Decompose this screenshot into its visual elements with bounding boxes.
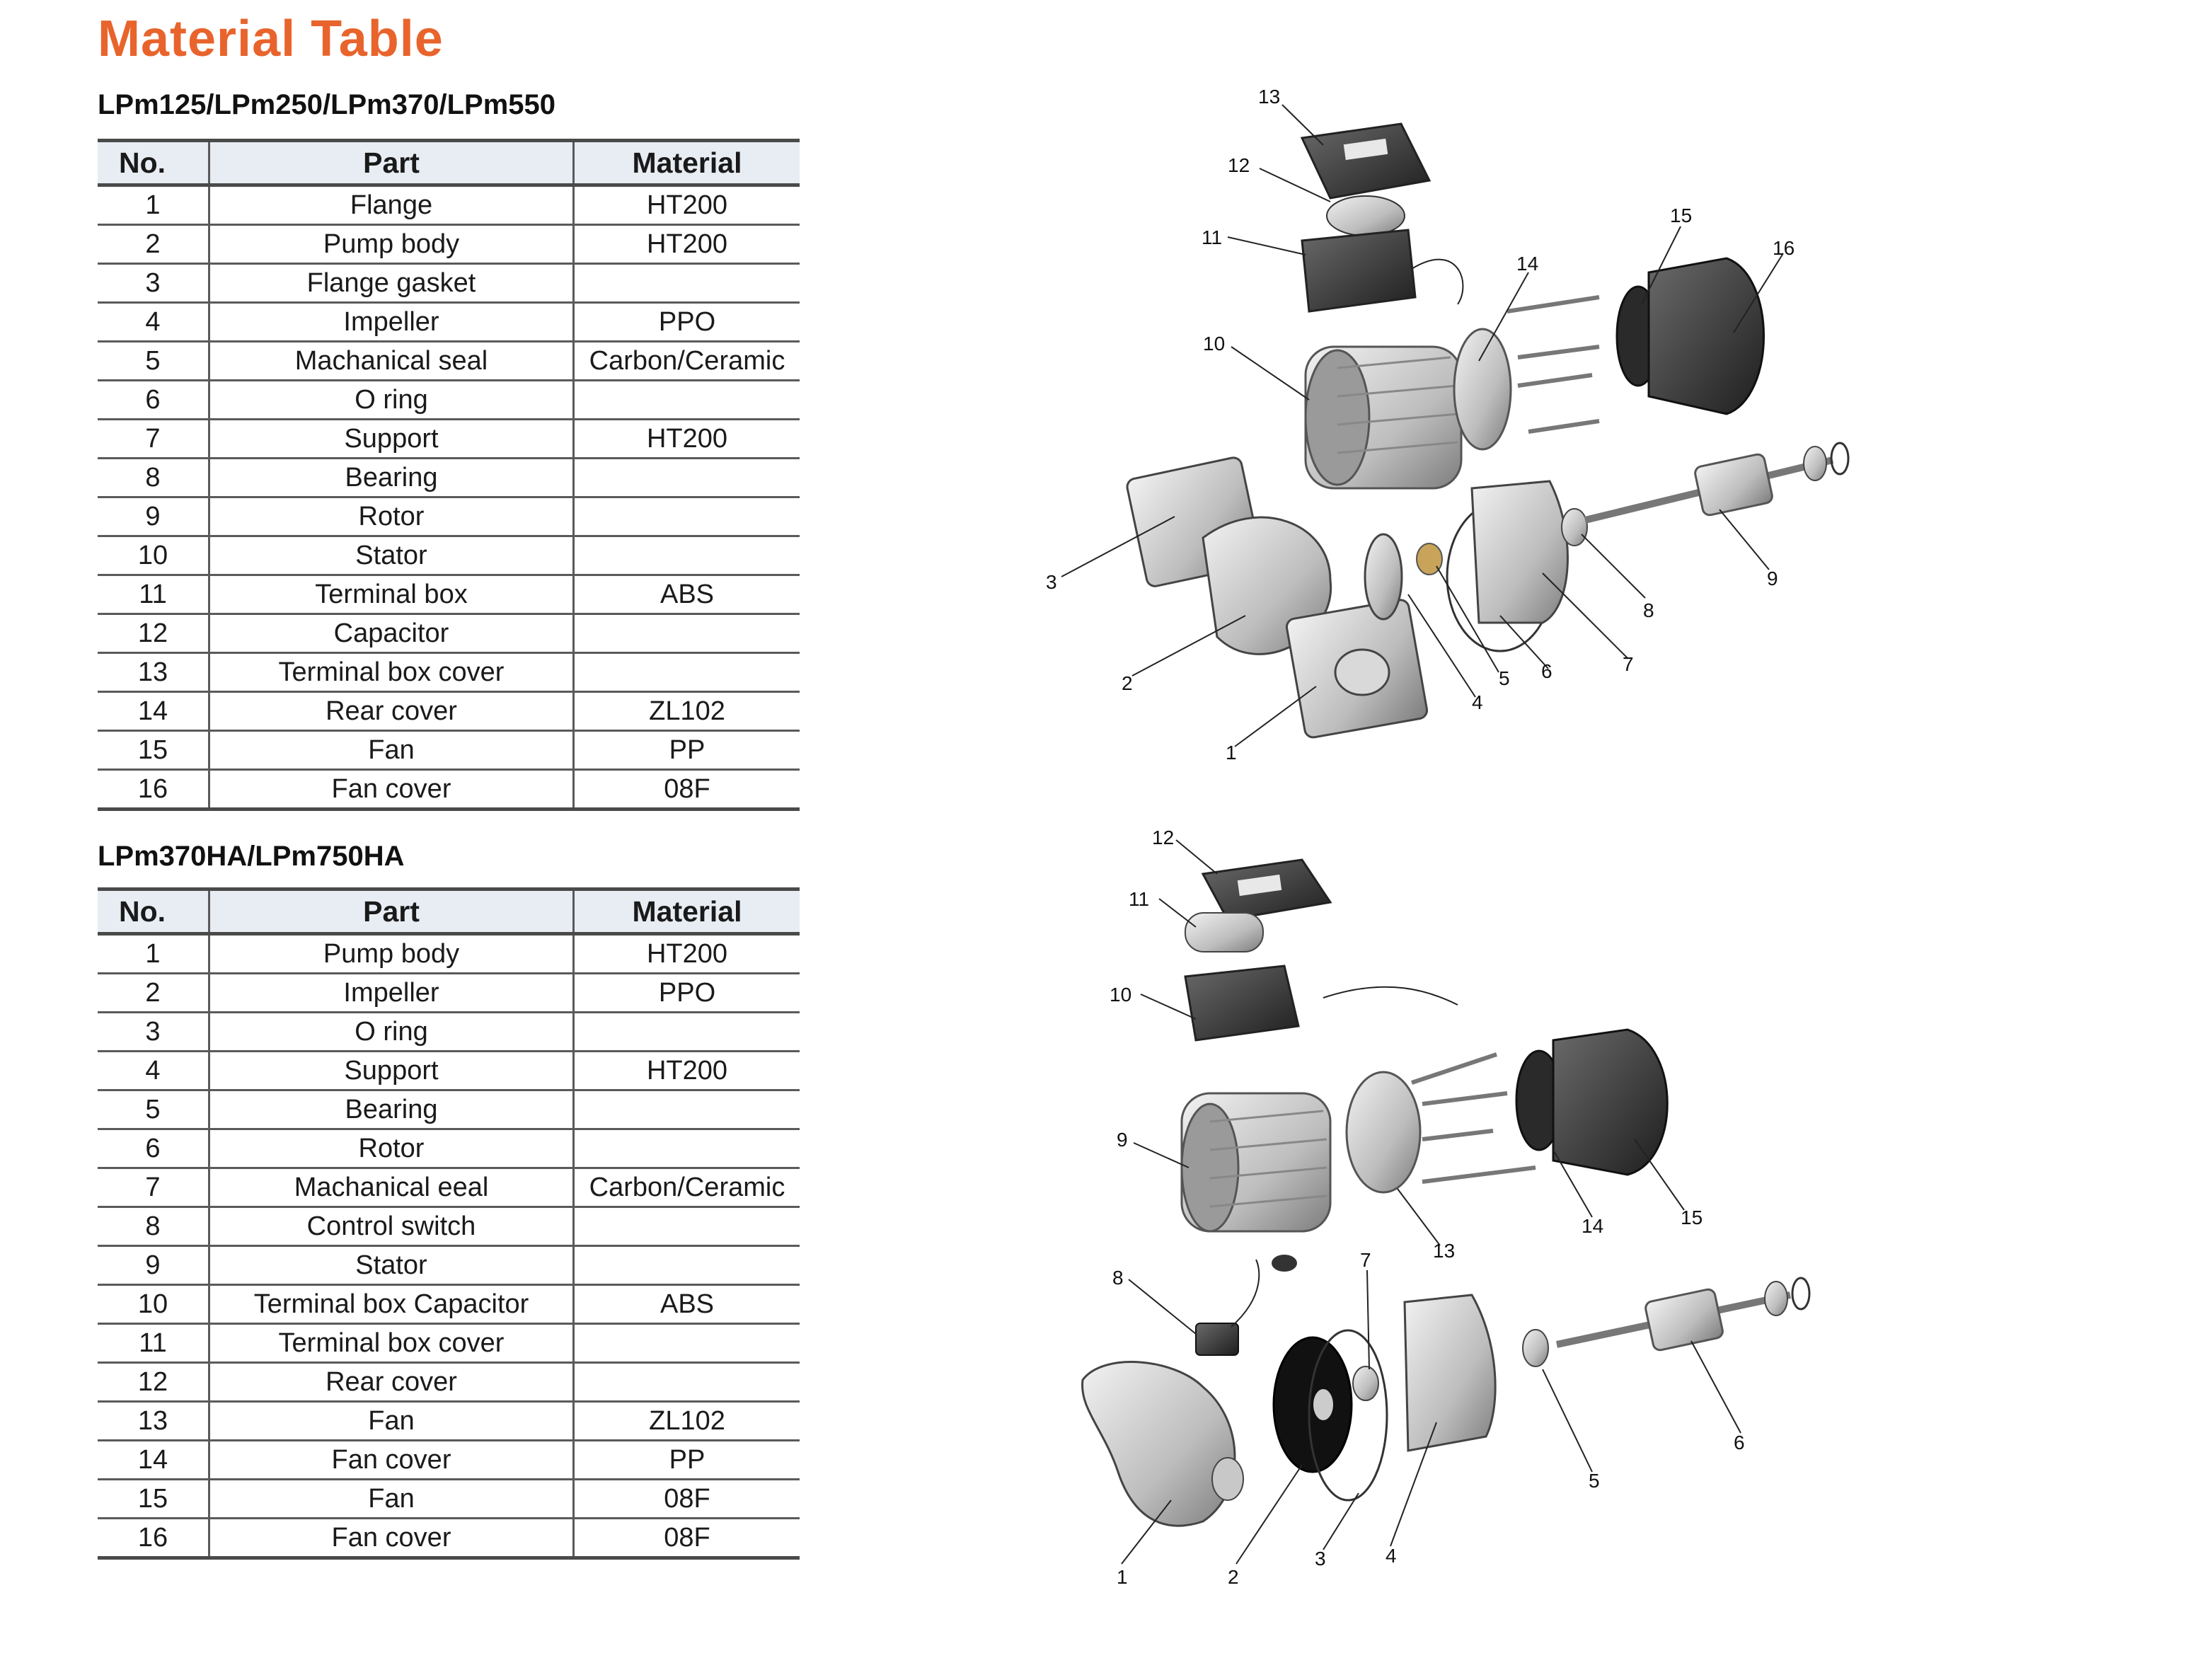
callout-8: 8 [1112,1267,1124,1289]
col-header-no: No. [98,141,209,185]
cell-no: 12 [98,1363,209,1402]
cell-material: ABS [574,1285,800,1324]
cell-no: 10 [98,1285,209,1324]
table1-model-title: LPm125/LPm250/LPm370/LPm550 [98,89,556,120]
cell-material: 08F [574,1519,800,1558]
cell-no: 10 [98,536,209,575]
cell-part: O ring [209,1013,574,1052]
col-header-material: Material [574,890,800,934]
cell-no: 5 [98,1090,209,1129]
col-header-part: Part [209,890,574,934]
cell-part: Pump body [209,225,574,264]
callout-2: 2 [1228,1566,1239,1588]
col-header-material: Material [574,141,800,185]
callout-9: 9 [1117,1129,1128,1151]
cell-part: Rotor [209,497,574,536]
cell-material: ZL102 [574,692,800,731]
callout-13: 13 [1258,86,1281,108]
callout-9: 9 [1767,568,1778,589]
col-header-no: No. [98,890,209,934]
cell-no: 3 [98,264,209,303]
col-header-part: Part [209,141,574,185]
cell-material: HT200 [574,185,800,225]
cell-no: 6 [98,381,209,420]
cell-part: Pump body [209,934,574,974]
callout-10: 10 [1203,333,1226,355]
cell-part: Terminal box [209,575,574,614]
cell-no: 1 [98,934,209,974]
cell-no: 9 [98,497,209,536]
callout-12: 12 [1152,827,1175,848]
cell-part: Bearing [209,459,574,497]
cell-part: Stator [209,536,574,575]
cell-part: Fan [209,731,574,770]
callout-1: 1 [1226,742,1237,764]
cell-no: 5 [98,342,209,381]
cell-no: 14 [98,692,209,731]
cell-material: HT200 [574,1052,800,1090]
callout-14: 14 [1516,253,1539,275]
cell-no: 16 [98,770,209,810]
cell-part: Flange gasket [209,264,574,303]
cell-no: 15 [98,1480,209,1519]
callout-1: 1 [1117,1566,1128,1588]
callout-11: 11 [1202,226,1223,248]
cell-no: 11 [98,575,209,614]
cell-part: Flange [209,185,574,225]
cell-no: 2 [98,225,209,264]
cell-no: 7 [98,420,209,459]
cell-part: Bearing [209,1090,574,1129]
cell-no: 6 [98,1129,209,1168]
callout-15: 15 [1681,1207,1703,1228]
cell-material: PP [574,1441,800,1480]
table2-model-title: LPm370HA/LPm750HA [98,841,405,872]
cell-material: HT200 [574,934,800,974]
callout-12: 12 [1228,154,1250,176]
diagram2-parts [1083,860,1809,1526]
cell-part: Fan [209,1480,574,1519]
callout-4: 4 [1386,1545,1397,1567]
callout-11: 11 [1129,888,1150,910]
page-title: Material Table [98,11,444,67]
callout-5: 5 [1499,667,1510,689]
callout-2: 2 [1122,672,1133,694]
cell-part: Fan cover [209,1441,574,1480]
cell-no: 15 [98,731,209,770]
cell-part: O ring [209,381,574,420]
cell-no: 1 [98,185,209,225]
cell-material: HT200 [574,420,800,459]
cell-part: Terminal box cover [209,1324,574,1363]
cell-part: Terminal box Capacitor [209,1285,574,1324]
cell-no: 11 [98,1324,209,1363]
cell-no: 8 [98,1207,209,1246]
cell-material: Carbon/Ceramic [574,342,800,381]
cell-part: Rear cover [209,692,574,731]
callout-8: 8 [1643,599,1654,621]
cell-part: Rear cover [209,1363,574,1402]
diagram1-parts [1126,124,1848,739]
cell-part: Capacitor [209,614,574,653]
callout-4: 4 [1472,691,1483,713]
cell-no: 14 [98,1441,209,1480]
cell-material: 08F [574,770,800,810]
cell-no: 12 [98,614,209,653]
cell-part: Support [209,420,574,459]
cell-material: ZL102 [574,1402,800,1441]
callout-6: 6 [1541,660,1553,682]
callout-5: 5 [1589,1470,1600,1492]
cell-part: Fan cover [209,770,574,810]
cell-part: Stator [209,1246,574,1285]
cell-part: Control switch [209,1207,574,1246]
cell-part: Fan cover [209,1519,574,1558]
callout-15: 15 [1670,205,1693,226]
cell-material: ABS [574,575,800,614]
callout-13: 13 [1433,1240,1456,1262]
cell-part: Machanical seal [209,342,574,381]
cell-material: PPO [574,303,800,342]
cell-part: Terminal box cover [209,653,574,692]
cell-no: 4 [98,303,209,342]
callout-10: 10 [1110,984,1132,1006]
callout-7: 7 [1623,653,1634,675]
cell-part: Fan [209,1402,574,1441]
cell-no: 2 [98,974,209,1013]
cell-no: 13 [98,653,209,692]
cell-material: PP [574,731,800,770]
cell-part: Support [209,1052,574,1090]
cell-part: Impeller [209,303,574,342]
cell-part: Machanical eeal [209,1168,574,1207]
callout-6: 6 [1734,1432,1745,1453]
cell-no: 4 [98,1052,209,1090]
callout-16: 16 [1773,237,1795,259]
callout-3: 3 [1315,1548,1326,1570]
cell-material: 08F [574,1480,800,1519]
callout-3: 3 [1046,571,1057,593]
cell-part: Rotor [209,1129,574,1168]
cell-material: Carbon/Ceramic [574,1168,800,1207]
cell-no: 8 [98,459,209,497]
cell-material: HT200 [574,225,800,264]
cell-no: 3 [98,1013,209,1052]
cell-no: 7 [98,1168,209,1207]
cell-part: Impeller [209,974,574,1013]
cell-no: 9 [98,1246,209,1285]
cell-no: 13 [98,1402,209,1441]
cell-material: PPO [574,974,800,1013]
callout-14: 14 [1582,1215,1604,1237]
cell-no: 16 [98,1519,209,1558]
callout-7: 7 [1360,1249,1371,1271]
